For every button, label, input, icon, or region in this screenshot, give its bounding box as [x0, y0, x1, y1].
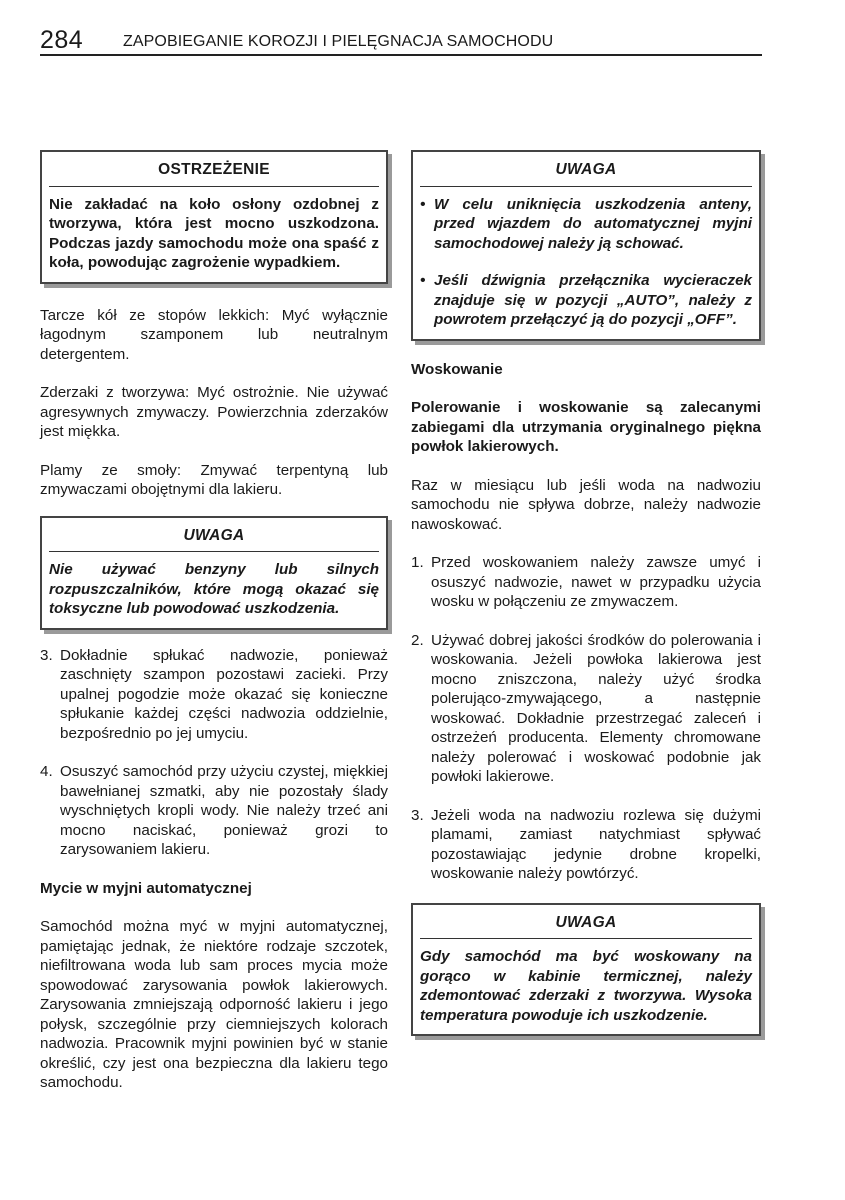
- warning-box: [40, 150, 388, 284]
- header-title: ZAPOBIEGANIE KOROZJI I PIELĘGNACJA SAMOCHODU: [123, 33, 554, 50]
- caution-box-title: UWAGA: [420, 913, 752, 940]
- caution-box-title: UWAGA: [420, 160, 752, 187]
- step-number: 1.: [411, 554, 424, 571]
- warning-box-text: Nie zakładać na koło osłony ozdobnej z tworzywa, która jest mocno uszkodzona. Podczas jazdy samochodu może ona spaść z koła, powodując zagrożenie wypadkiem.: [49, 195, 379, 271]
- caution-box-text: Nie używać benzyny lub silnych rozpuszczalników, które mogą okazać się toksyczne lub powodować uszkodzenia.: [49, 561, 379, 617]
- lead-waxing: Polerowanie i woskowanie są zalecanymi zabiegami dla utrzymania oryginalnego piękna powłok lakierowych.: [411, 399, 761, 455]
- bullet-text: Jeśli dźwignia przełącznika wycieraczek znajduje się w pozycji „AUTO”, należy z powrotem przełączyć ją do pozycji „OFF”.: [434, 272, 752, 328]
- list-item: [420, 195, 752, 254]
- paragraph-carwash: Samochód można myć w myjni automatycznej, pamiętając jednak, że niektóre rodzaje szczotek, niefiltrowana woda lub sam proces mycia może spowodować zarysowania powłok lakierowych. Zarysowania zmniejszają odporność lakieru i jego połysk, szczególnie przy ciemniejszych kolorach nadwozia. Pracownik myjni powinien być w stanie określić, czy jest ona bezpieczna dla lakieru tego samochodu.: [40, 918, 388, 1091]
- page-number: 284: [40, 26, 84, 54]
- step-number: 2.: [411, 631, 424, 649]
- right-column: [411, 150, 761, 1036]
- step-text: Jeżeli woda na nadwoziu rozlewa się dużymi plamami, zamiast natychmiast spływać pozostawiając jedynie drobne kropelki, woskowanie należy powtórzyć.: [431, 806, 761, 882]
- heading-waxing: Woskowanie: [411, 360, 503, 378]
- bullet-text: W celu uniknięcia uszkodzenia anteny, przed wjazdem do automatycznej myjni samochodowej należy ją schować.: [434, 195, 752, 252]
- warning-box-title: OSTRZEŻENIE: [49, 160, 379, 187]
- caution-box-antenna: [411, 150, 761, 341]
- paragraph-tar: Plamy ze smoły: Zmywać terpentyną lub zmywaczami obojętnymi dla lakieru.: [40, 461, 388, 498]
- bullet-icon: •: [420, 195, 426, 213]
- step-text: Używać dobrej jakości środków do polerowania i woskowania. Jeżeli powłoka lakierowa jest mocno zniszczona, należy użyć środka polerująco-zmywającego, a następnie woskować. Dokładnie przestrzegać zaleceń i ostrzeżeń producenta. Elementy chromowane należy polerować i woskować podobnie jak powłoki lakierowe.: [431, 631, 761, 785]
- page-header: [40, 28, 762, 56]
- paragraph-waxing: Raz w miesiącu lub jeśli woda na nadwoziu samochodu nie spływa dobrze, należy nadwozie nawoskować.: [411, 476, 761, 533]
- left-column: [40, 150, 388, 1093]
- caution-box-hot-wax: [411, 903, 761, 1037]
- list-item: [411, 631, 761, 787]
- step-text: Dokładnie spłukać nadwozie, ponieważ zaschnięty szampon pozostawi zacieki. Przy upalnej pogodzie może okazać się konieczne spłukanie każdej części nadwozia oddzielnie, bezpośrednio po jej umyciu.: [60, 646, 388, 742]
- step-number: 3.: [411, 806, 424, 824]
- caution-bullets: [420, 195, 752, 330]
- paragraph-wheels: Tarcze kół ze stopów lekkich: Myć wyłącznie łagodnym szamponem lub neutralnym detergentem.: [40, 306, 388, 363]
- washing-steps: [40, 646, 388, 860]
- list-item: [40, 762, 388, 860]
- paragraph-bumpers: Zderzaki z tworzywa: Myć ostrożnie. Nie używać agresywnych zmywaczy. Powierzchnia zderzaków jest miękka.: [40, 384, 388, 440]
- step-text: Przed woskowaniem należy zawsze umyć i osuszyć nadwozie, nawet w przypadku użycia wosku w połączeniu ze zmywaczem.: [431, 554, 761, 610]
- list-item: [40, 646, 388, 744]
- heading-carwash: Mycie w myjni automatycznej: [40, 879, 252, 897]
- list-item: [411, 806, 761, 884]
- caution-box-text: Gdy samochód ma być woskowany na gorąco w kabinie termicznej, należy zdemontować zderzaki z tworzywa. Wysoka temperatura powoduje ich uszkodzenie.: [420, 948, 752, 1024]
- list-item: [420, 271, 752, 330]
- step-number: 3.: [40, 646, 53, 664]
- bullet-icon: •: [420, 272, 426, 289]
- waxing-steps: [411, 553, 761, 884]
- step-text: Osuszyć samochód przy użyciu czystej, miękkiej bawełnianej szmatki, aby nie pozostały ślady wyschniętych kropli wody. Nie należy trzeć ani mocno naciskać, ponieważ grozi to zarysowaniem lakieru.: [60, 763, 388, 858]
- step-number: 4.: [40, 763, 53, 780]
- caution-box: [40, 516, 388, 630]
- list-item: [411, 553, 761, 612]
- caution-box-title: UWAGA: [49, 526, 379, 553]
